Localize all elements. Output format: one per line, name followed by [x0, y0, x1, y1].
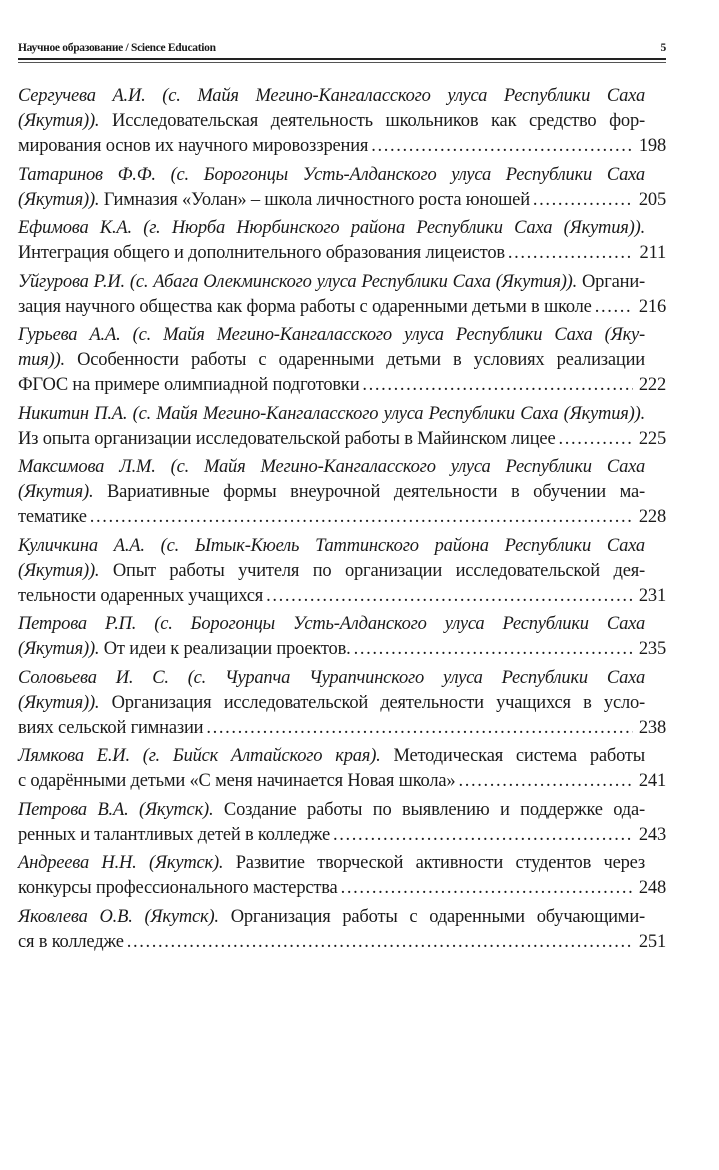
article-title: Методическая система работы [380, 746, 646, 766]
line-text [18, 86, 645, 106]
line-text [18, 693, 645, 713]
author-affiliation: Уйгурова Р.И. (с. Абага Олекминского улуса Республики Саха (Якутия)). [18, 271, 578, 292]
toc-entry-line [18, 559, 645, 584]
toc-entry-line [18, 612, 645, 637]
entry-page-number: 216 [638, 296, 666, 317]
toc-entry-line [18, 373, 666, 398]
toc-entry[interactable] [18, 905, 666, 955]
line-text [18, 188, 530, 213]
toc-entry-line [18, 163, 645, 188]
journal-title: Научное образование / Science Education [18, 42, 216, 54]
entry-page-number: 205 [638, 189, 666, 210]
line-text [18, 111, 645, 131]
toc-entry-line [18, 823, 666, 848]
author-affiliation: тия)). [18, 350, 65, 370]
toc-entry-line [18, 134, 666, 159]
author-affiliation: Ефимова К.А. (г. Нюрба Нюрбинского района Республики Саха (Якутия)). [18, 218, 645, 238]
line-text [18, 930, 124, 955]
toc-entry[interactable] [18, 270, 666, 320]
toc-entry-line [18, 323, 645, 348]
toc-entry[interactable] [18, 323, 666, 398]
toc-entry-line [18, 241, 666, 266]
dot-leader [508, 241, 634, 266]
article-title: Из опыта организации исследовательской работы в Майинском лицее [18, 428, 556, 449]
toc-entry-line [18, 402, 645, 427]
dot-leader [206, 716, 632, 741]
line-text [18, 853, 645, 873]
author-affiliation: Яковлева О.В. (Якутск). [18, 906, 219, 927]
author-affiliation: Соловьева И. С. (с. Чурапча Чурапчинского улуса Республики Саха [18, 667, 645, 688]
author-affiliation: (Якутия)). [18, 692, 100, 713]
author-affiliation: (Якутия). [18, 482, 94, 502]
article-title: Гимназия «Уолан» – школа личностного роста юношей [99, 189, 530, 210]
author-affiliation: Куличкина А.А. (с. Ытык-Кюель Таттинского района Республики Саха [18, 535, 645, 556]
line-text [18, 404, 645, 424]
line-text [18, 241, 505, 266]
toc-entry-line [18, 637, 666, 662]
line-text [18, 584, 263, 609]
dot-leader [558, 427, 632, 452]
article-title: Организация исследовательской деятельности учащихся в усло- [99, 692, 645, 713]
dot-leader [341, 876, 633, 901]
entry-page-number: 228 [638, 507, 666, 527]
toc-entry-line [18, 295, 666, 320]
author-affiliation: (Якутия)). [18, 639, 100, 659]
toc-entry[interactable] [18, 744, 666, 794]
article-title: Вариативные формы внеурочной деятельности в обучении ма- [93, 482, 645, 502]
author-affiliation: (Якутия)). [18, 560, 100, 581]
line-text [18, 295, 592, 320]
article-title: зация научного общества как форма работы с одаренными детьми в школе [18, 296, 592, 317]
page-number: 5 [660, 42, 666, 54]
toc-entry[interactable] [18, 612, 666, 662]
toc-entry-line [18, 109, 645, 134]
article-title: Создание работы по выявлению и поддержке ода- [213, 799, 645, 820]
article-title: тельности одаренных учащихся [18, 585, 264, 606]
toc-entry[interactable] [18, 534, 666, 609]
author-affiliation: Лямкова Е.И. (г. Бийск Алтайского края). [18, 746, 381, 766]
toc-entry[interactable] [18, 216, 666, 266]
toc-entry[interactable] [18, 798, 666, 848]
author-affiliation: Сергучева А.И. (с. Майя Мегино-Кангаласского улуса Республики Саха [18, 86, 645, 106]
author-affiliation: Максимова Л.М. (с. Майя Мегино-Кангаласского улуса Республики Саха [18, 457, 645, 477]
line-text [18, 165, 645, 185]
toc-entry-line [18, 534, 645, 559]
dot-leader [266, 584, 633, 609]
entry-page-number: 225 [638, 428, 666, 449]
author-affiliation: Никитин П.А. (с. Майя Мегино-Кангаласского улуса Республики Саха (Якутия)). [18, 403, 645, 424]
line-text [18, 218, 645, 238]
toc-entry-line [18, 84, 645, 109]
line-text [18, 746, 645, 766]
line-text [18, 325, 645, 345]
toc-entry-line [18, 905, 645, 930]
line-text [18, 373, 359, 398]
author-affiliation: (Якутия)). [18, 111, 100, 131]
dot-leader [371, 134, 633, 159]
entry-page-number: 238 [638, 717, 666, 738]
line-text [18, 716, 203, 741]
article-title: конкурсы профессионального мастерства [18, 878, 338, 898]
line-text [18, 457, 645, 477]
article-title: От идеи к реализации проектов. [99, 639, 351, 659]
toc-entry-line [18, 691, 645, 716]
article-title: ФГОС на примере олимпиадной подготовки [18, 375, 360, 395]
line-text [18, 272, 645, 292]
article-title: Интеграция общего и дополнительного образования лицеистов [18, 243, 505, 263]
entry-page-number: 198 [638, 136, 666, 156]
line-text [18, 769, 455, 794]
dot-leader [333, 823, 633, 848]
toc-entry-line [18, 584, 666, 609]
line-text [18, 876, 338, 901]
toc-entry[interactable] [18, 455, 666, 530]
line-text [18, 427, 555, 452]
dot-leader [90, 505, 633, 530]
author-affiliation: Петрова В.А. (Якутск). [18, 799, 214, 820]
line-text [18, 505, 87, 530]
toc-entry-line [18, 480, 645, 505]
toc-entry-line [18, 798, 645, 823]
article-title: виях сельской гимназии [18, 717, 204, 738]
toc-entry[interactable] [18, 402, 666, 452]
toc-entry-line [18, 505, 666, 530]
entry-page-number: 231 [638, 585, 666, 606]
toc-entry-line [18, 744, 645, 769]
article-title: ся в колледже [18, 931, 124, 952]
toc-entry[interactable] [18, 84, 666, 159]
toc-entry-line [18, 427, 666, 452]
article-title: мирования основ их научного мировоззрения [18, 136, 369, 156]
line-text [18, 668, 645, 688]
toc-entry-line [18, 455, 645, 480]
toc-entry-line [18, 666, 645, 691]
article-title: Исследовательская деятельность школьников как средство фор- [99, 111, 645, 131]
toc-entry-line [18, 270, 645, 295]
article-title: Развитие творческой активности студентов через [223, 853, 645, 873]
line-text [18, 637, 351, 662]
dot-leader [362, 373, 632, 398]
author-affiliation: Татаринов Ф.Ф. (с. Борогонцы Усть-Алданского улуса Республики Саха [18, 164, 645, 185]
toc-entry-line [18, 851, 645, 876]
line-text [18, 482, 645, 502]
entry-page-number: 222 [638, 375, 666, 395]
article-title: ренных и талантливых детей в колледже [18, 824, 330, 845]
author-affiliation: Гурьева А.А. (с. Майя Мегино-Кангаласского улуса Республики Саха (Яку- [18, 325, 645, 345]
entry-page-number: 211 [639, 243, 666, 263]
toc-entry-line [18, 188, 666, 213]
line-text [18, 614, 645, 634]
line-text [18, 800, 645, 820]
toc-entry-line [18, 876, 666, 901]
dot-leader [533, 188, 633, 213]
toc-entry-line [18, 216, 645, 241]
entry-page-number: 251 [638, 931, 666, 952]
entry-page-number: 235 [638, 639, 666, 659]
author-affiliation: (Якутия)). [18, 189, 100, 210]
line-text [18, 907, 645, 927]
line-text [18, 350, 645, 370]
line-text [18, 536, 645, 556]
line-text [18, 823, 330, 848]
toc-entry-line [18, 716, 666, 741]
table-of-contents [18, 84, 666, 958]
header-rule-thin [18, 62, 666, 63]
header-rule [18, 58, 666, 60]
toc-entry-line [18, 348, 645, 373]
entry-page-number: 248 [638, 878, 666, 898]
entry-page-number: 241 [638, 771, 666, 791]
author-affiliation: Андреева Н.Н. (Якутск). [18, 853, 224, 873]
article-title: Опыт работы учителя по организации исследовательской дея- [99, 560, 645, 581]
dot-leader [354, 637, 633, 662]
toc-entry[interactable] [18, 163, 666, 213]
toc-entry-line [18, 930, 666, 955]
article-title: Особенности работы с одаренными детьми в условиях реализации [64, 350, 645, 370]
dot-leader [127, 930, 633, 955]
line-text [18, 561, 645, 581]
line-text [18, 134, 368, 159]
article-title: тематике [18, 507, 87, 527]
article-title: с одарёнными детьми «С меня начинается Новая школа» [18, 771, 456, 791]
toc-entry[interactable] [18, 851, 666, 901]
author-affiliation: Петрова Р.П. (с. Борогонцы Усть-Алданского улуса Республики Саха [18, 614, 645, 634]
dot-leader [595, 295, 633, 320]
entry-page-number: 243 [638, 824, 666, 845]
toc-entry-line [18, 769, 666, 794]
toc-entry[interactable] [18, 666, 666, 741]
article-title: Организация работы с одаренными обучающими- [218, 906, 645, 927]
article-title: Органи- [577, 271, 645, 292]
dot-leader [458, 769, 632, 794]
running-header [18, 42, 666, 56]
